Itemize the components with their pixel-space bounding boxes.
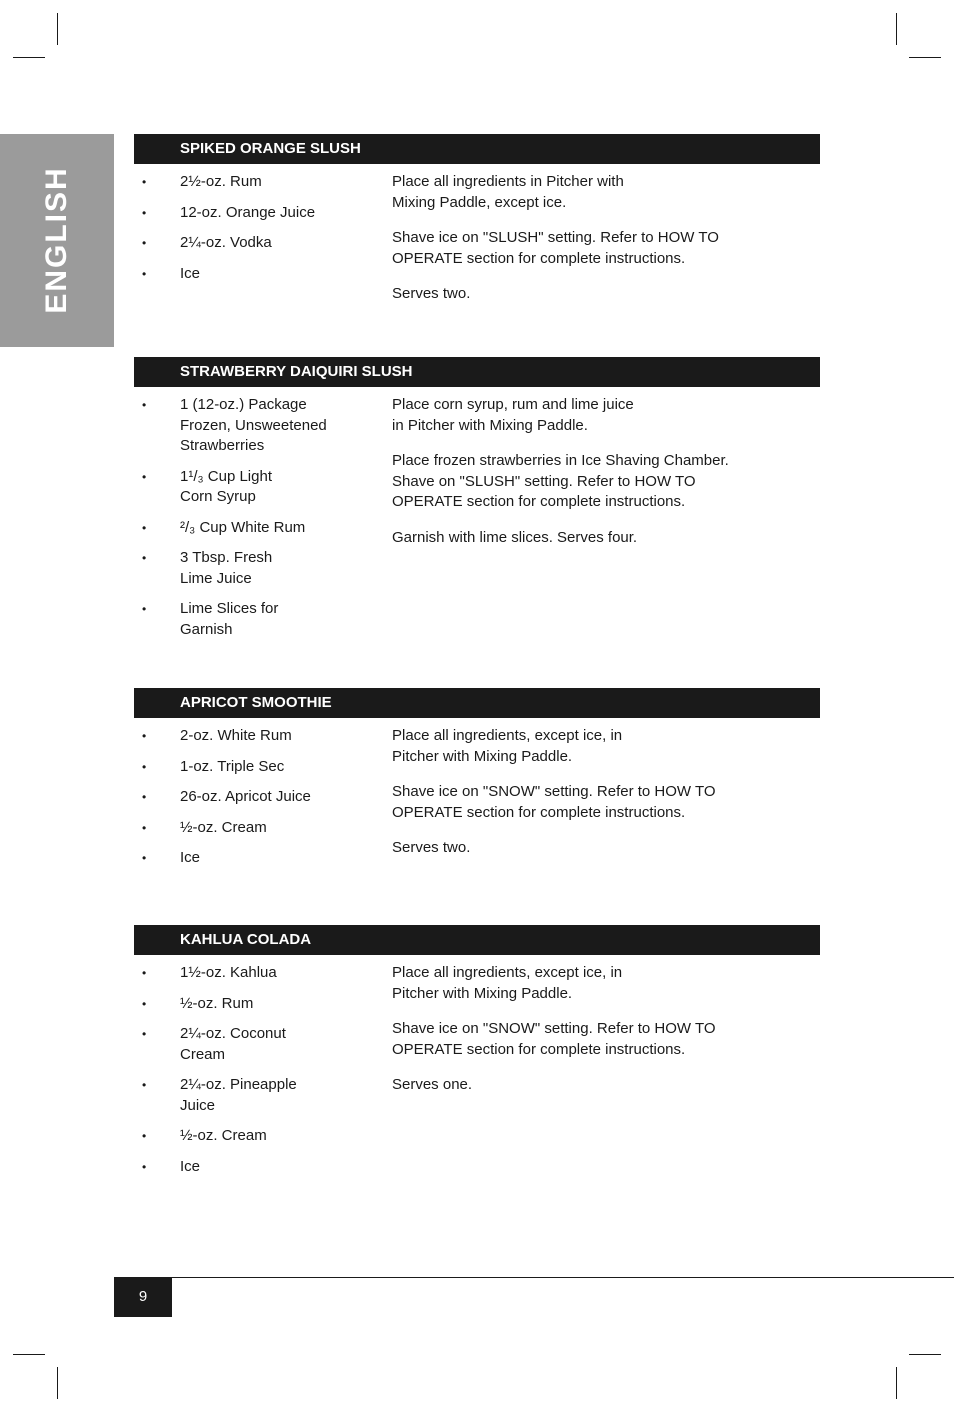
- ingredient-item: • 3 Tbsp. Fresh Lime Juice: [134, 548, 384, 589]
- instruction-step: Serves two.: [392, 839, 471, 856]
- ingredient-item: • 2-oz. White Rum: [134, 726, 384, 747]
- recipe-spiked-orange-slush: [134, 134, 820, 302]
- recipe-apricot-smoothie: [134, 688, 820, 866]
- page-number: 9: [114, 1277, 172, 1317]
- crop-mark: [896, 1367, 897, 1399]
- footer-rule: [114, 1277, 954, 1278]
- ingredient-item: • Ice: [134, 1157, 384, 1178]
- instruction-step: Place frozen strawberries in Ice Shaving Chamber. Shave on "SLUSH" setting. Refer to HOW TO OPERATE section for complete instructions.: [392, 452, 729, 510]
- ingredient-list: [134, 726, 384, 879]
- instruction-step: Shave ice on "SNOW" setting. Refer to HOW TO OPERATE section for complete instructions.: [392, 783, 716, 821]
- ingredient-item: • Lime Slices for Garnish: [134, 599, 384, 640]
- instruction-step: Serves one.: [392, 1076, 473, 1093]
- instruction-step: Serves two.: [392, 285, 471, 302]
- instructions: [392, 395, 812, 563]
- recipe-title: SPIKED ORANGE SLUSH: [134, 134, 820, 164]
- ingredient-item: • ²/₃ Cup White Rum: [134, 518, 384, 539]
- instruction-step: Shave ice on "SLUSH" setting. Refer to HOW TO OPERATE section for complete instructions.: [392, 229, 719, 267]
- ingredient-item: • 2¼-oz. Pineapple Juice: [134, 1075, 384, 1116]
- ingredient-list: [134, 172, 384, 294]
- instructions: [392, 726, 812, 874]
- ingredient-item: • 1 (12-oz.) Package Frozen, Unsweetened Strawberries: [134, 395, 384, 457]
- ingredient-item: • 2½-oz. Rum: [134, 172, 384, 193]
- recipe-title: STRAWBERRY DAIQUIRI SLUSH: [134, 357, 820, 387]
- instruction-step: Place all ingredients in Pitcher with Mixing Paddle, except ice.: [392, 173, 624, 211]
- ingredient-item: • Ice: [134, 848, 384, 869]
- crop-mark: [57, 1367, 58, 1399]
- crop-mark: [909, 57, 941, 58]
- crop-mark: [13, 57, 45, 58]
- crop-mark: [13, 1354, 45, 1355]
- instruction-step: Shave ice on "SNOW" setting. Refer to HOW TO OPERATE section for complete instructions.: [392, 1020, 716, 1058]
- instruction-step: Place corn syrup, rum and lime juice in Pitcher with Mixing Paddle.: [392, 396, 634, 434]
- ingredient-item: • Ice: [134, 264, 384, 285]
- language-tab: [0, 134, 114, 347]
- crop-mark: [909, 1354, 941, 1355]
- instruction-step: Place all ingredients, except ice, in Pitcher with Mixing Paddle.: [392, 964, 623, 1002]
- recipe-strawberry-daiquiri-slush: [134, 357, 820, 638]
- ingredient-item: • 1½-oz. Kahlua: [134, 963, 384, 984]
- ingredient-item: • ½-oz. Cream: [134, 1126, 384, 1147]
- ingredient-list: [134, 395, 384, 650]
- instruction-step: Place all ingredients, except ice, in Pitcher with Mixing Paddle.: [392, 727, 623, 765]
- crop-mark: [896, 13, 897, 45]
- ingredient-item: • 26-oz. Apricot Juice: [134, 787, 384, 808]
- crop-mark: [57, 13, 58, 45]
- ingredient-item: • 2¼-oz. Coconut Cream: [134, 1024, 384, 1065]
- language-tab-label: ENGLISH: [40, 166, 73, 314]
- ingredient-item: • ½-oz. Cream: [134, 818, 384, 839]
- ingredient-item: • 2¼-oz. Vodka: [134, 233, 384, 254]
- ingredient-item: • 12-oz. Orange Juice: [134, 203, 384, 224]
- instruction-step: Garnish with lime slices. Serves four.: [392, 528, 638, 546]
- ingredient-item: • 1¹/₃ Cup Light Corn Syrup: [134, 467, 384, 508]
- instructions: [392, 172, 812, 320]
- ingredient-list: [134, 963, 384, 1187]
- ingredient-item: • ½-oz. Rum: [134, 994, 384, 1015]
- recipe-title: KAHLUA COLADA: [134, 925, 820, 955]
- recipe-title: APRICOT SMOOTHIE: [134, 688, 820, 718]
- ingredient-item: • 1-oz. Triple Sec: [134, 757, 384, 778]
- instructions: [392, 963, 812, 1111]
- recipe-kahlua-colada: [134, 925, 820, 1175]
